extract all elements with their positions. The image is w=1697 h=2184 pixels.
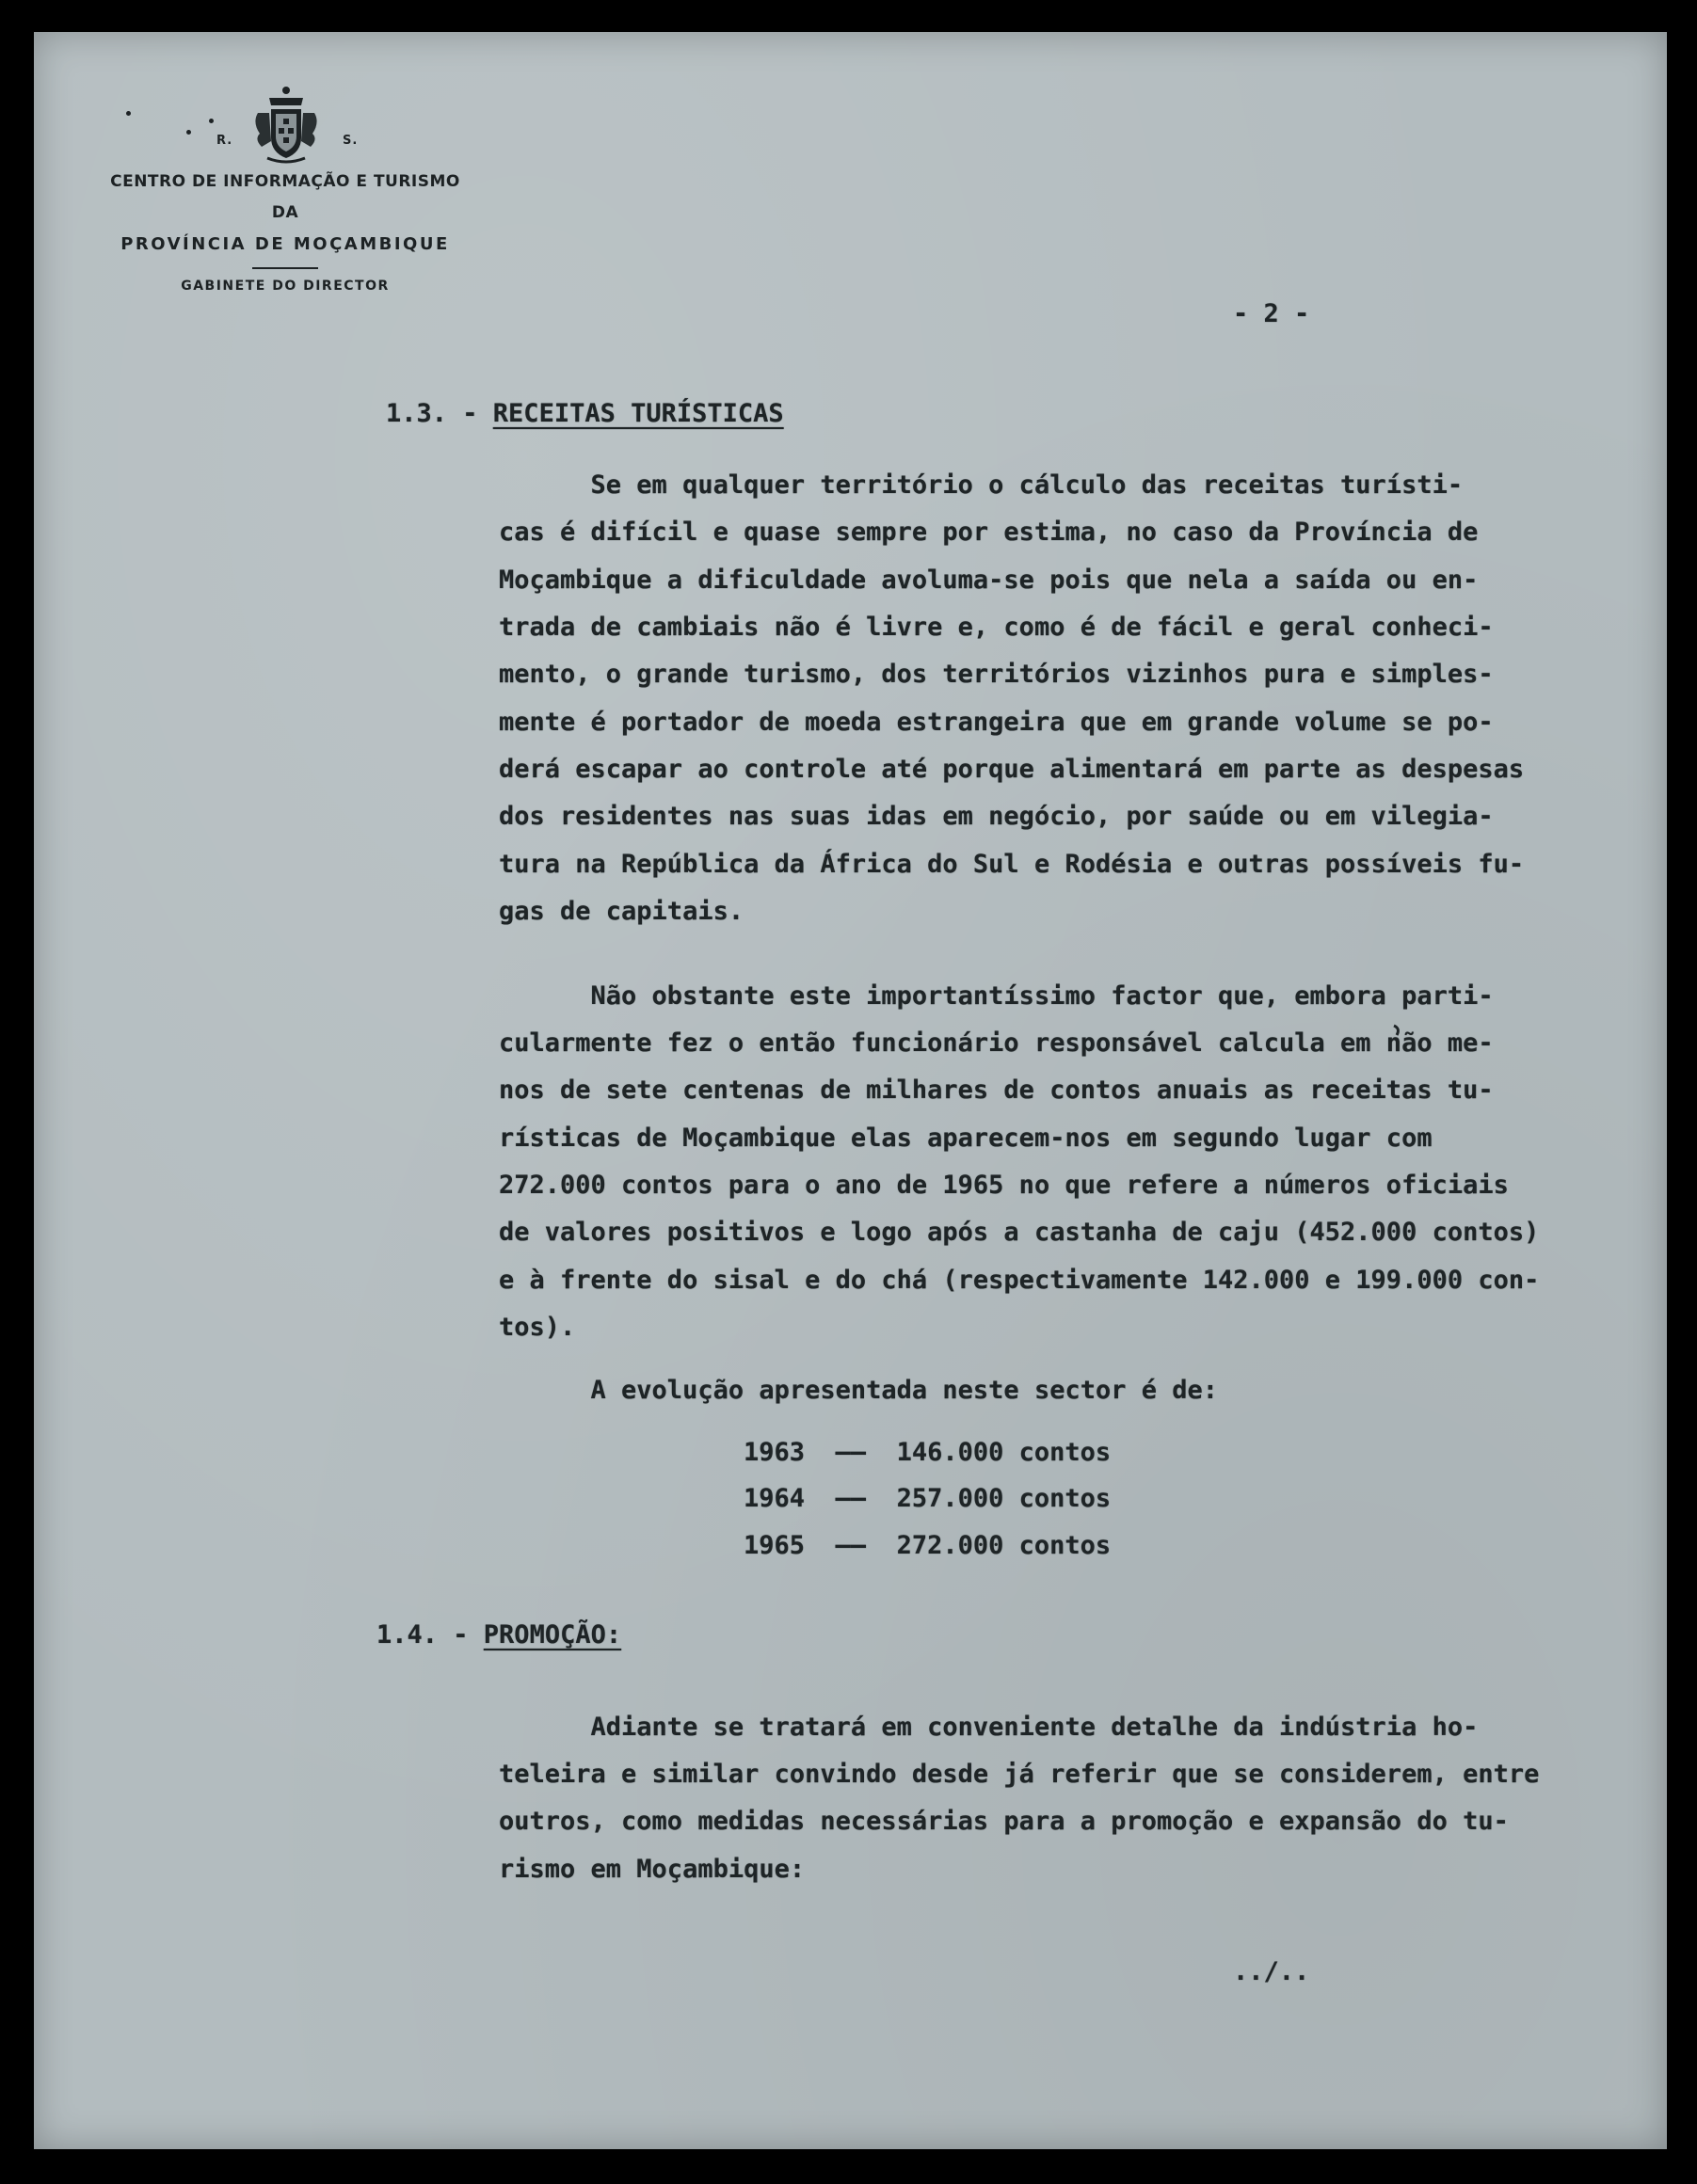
evolution-row — [744, 1438, 1111, 1467]
emblem-row — [92, 77, 478, 167]
paragraph-line: teleira e similar convindo desde já referir que se considerem, entre — [499, 1760, 1540, 1789]
evolution-value: 272.000 contos — [896, 1531, 1112, 1560]
continuation-mark: ../.. — [1233, 1957, 1310, 1986]
paragraph-line: de valores positivos e logo após a castanha de caju (452.000 contos) — [499, 1218, 1540, 1247]
letterhead-letter-r: R. — [216, 134, 233, 148]
evolution-year: 1963 — [744, 1438, 806, 1467]
section-heading-1-4 — [376, 1620, 621, 1650]
letterhead-line-1: CENTRO DE INFORMAÇÃO E TURISMO — [110, 172, 460, 191]
paragraph-line: e à frente do sisal e do chá (respectivamente 142.000 e 199.000 con- — [499, 1266, 1540, 1295]
paragraph-line: A evolução apresentada neste sector é de: — [499, 1376, 1219, 1405]
paragraph-line: tura na República da África do Sul e Rodésia e outras possíveis fu- — [499, 850, 1525, 879]
paragraph-line: derá escapar ao controle até porque alimentará em parte as despesas — [499, 755, 1525, 784]
evolution-value: 146.000 contos — [896, 1438, 1112, 1467]
evolution-dash: —— — [835, 1438, 867, 1467]
paragraph-line: cularmente fez o então funcionário responsável calcula em não me- — [499, 1028, 1494, 1058]
paragraph-line: cas é difícil e quase sempre por estima, no caso da Província de — [499, 518, 1479, 547]
evolution-row — [744, 1531, 1111, 1560]
evolution-dash: —— — [835, 1531, 867, 1560]
paragraph-line: Não obstante este importantíssimo factor que, embora parti- — [499, 981, 1494, 1011]
evolution-row — [744, 1484, 1111, 1513]
paragraph-line: outros, como medidas necessárias para a promoção e expansão do tu- — [499, 1807, 1509, 1836]
letterhead-divider — [252, 267, 318, 269]
paragraph-line: gas de capitais. — [499, 897, 744, 926]
section-number: 1.4. - — [376, 1620, 484, 1650]
decorative-dot — [186, 130, 191, 135]
paragraph-line: tos). — [499, 1313, 576, 1342]
paragraph-line: 272.000 contos para o ano de 1965 no que refere a números oficiais — [499, 1171, 1509, 1200]
paragraph-line: trada de cambiais não é livre e, como é de fácil e geral conheci- — [499, 613, 1494, 642]
letterhead — [92, 77, 478, 294]
paragraph-line: dos residentes nas suas idas em negócio, por saúde ou em vilegia- — [499, 802, 1494, 831]
handwritten-mark — [1391, 1024, 1404, 1037]
letterhead-letter-s: S. — [343, 134, 359, 148]
section-number: 1.3. - — [386, 399, 493, 428]
evolution-dash: —— — [835, 1484, 867, 1513]
letterhead-line-2: DA — [271, 203, 299, 222]
section-heading-1-3 — [386, 399, 784, 428]
letterhead-subtitle: GABINETE DO DIRECTOR — [181, 279, 390, 294]
coat-of-arms-icon — [250, 85, 322, 166]
decorative-dot — [209, 119, 214, 123]
decorative-dot — [126, 111, 131, 116]
page-number: - 2 - — [1233, 299, 1310, 328]
evolution-year: 1965 — [744, 1531, 806, 1560]
evolution-year: 1964 — [744, 1484, 806, 1513]
paragraph-line: rismo em Moçambique: — [499, 1855, 806, 1884]
paragraph-line: rísticas de Moçambique elas aparecem-nos em segundo lugar com — [499, 1124, 1433, 1153]
paragraph-line: mente é portador de moeda estrangeira que em grande volume se po- — [499, 708, 1494, 737]
letterhead-line-3: PROVÍNCIA DE MOÇAMBIQUE — [120, 234, 450, 254]
section-title: RECEITAS TURÍSTICAS — [492, 399, 784, 428]
evolution-value: 257.000 contos — [896, 1484, 1112, 1513]
paragraph-line: Se em qualquer território o cálculo das receitas turísti- — [499, 470, 1464, 500]
paragraph-line: Moçambique a dificuldade avoluma-se pois que nela a saída ou en- — [499, 566, 1479, 595]
section-title: PROMOÇÃO: — [483, 1620, 622, 1650]
paragraph-line: nos de sete centenas de milhares de contos anuais as receitas tu- — [499, 1076, 1494, 1105]
paragraph-line: Adiante se tratará em conveniente detalhe da indústria ho- — [499, 1713, 1479, 1742]
paragraph-line: mento, o grande turismo, dos territórios vizinhos pura e simples- — [499, 660, 1494, 689]
